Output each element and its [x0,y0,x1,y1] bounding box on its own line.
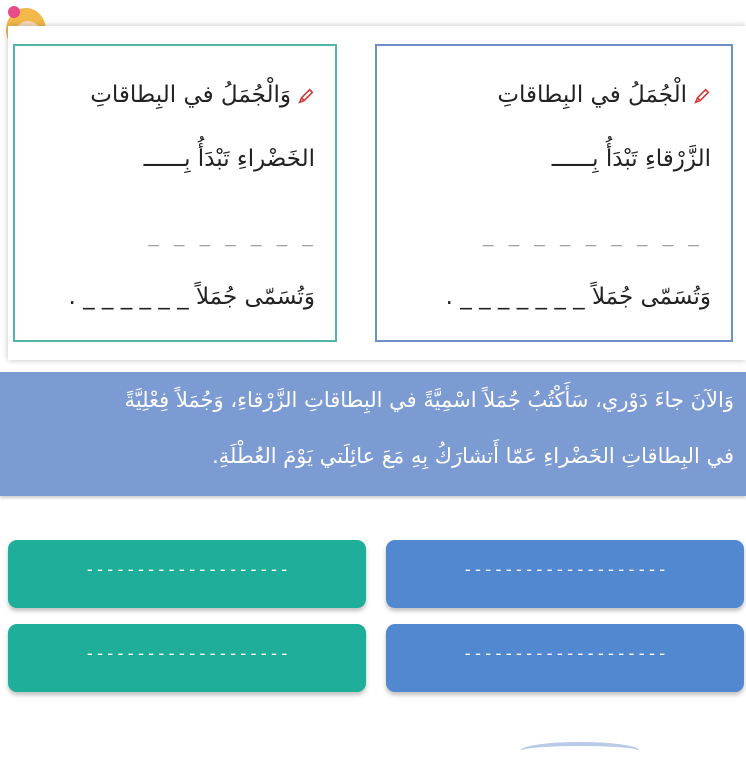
pencil-icon [297,87,315,105]
blue-card-line-1-text: الْجُمَلُ في البِطاقاتِ [497,82,687,108]
blue-card [375,44,733,342]
instruction-line-1: وَالآنَ جاءَ دَوْري، سَأَكْتُبُ جُمَلاً اسْمِيَّةً في البِطاقاتِ الزَّرْقاءِ، وَجُمَلاً فِعْلِيَّةً [124,388,734,412]
answer-dashes: -------------------- [462,560,668,580]
instruction-band [0,372,746,496]
blue-answer-box-1[interactable] [386,540,744,608]
green-card-line-4: وَتُسَمّى جُمَلاً _ _ _ _ _ _ . [68,284,315,310]
answer-dashes: -------------------- [462,644,668,664]
green-card-line-1 [31,82,315,108]
green-answer-box-2[interactable] [8,624,366,692]
green-card-blank-dashes[interactable]: _ _ _ _ _ _ _ [148,226,315,247]
green-card-line-1-text: وَالْجُمَلُ في البِطاقاتِ [90,82,291,108]
green-answer-box-1[interactable] [8,540,366,608]
decorative-arc [520,742,640,760]
answer-dashes: -------------------- [84,560,290,580]
green-card-line-2: الخَضْراءِ تَبْدَأُ بِــــــ [143,146,315,172]
blue-card-line-4: وَتُسَمّى جُمَلاً _ _ _ _ _ _ _ . [445,284,711,310]
instruction-line-2: في البِطاقاتِ الخَضْراءِ عَمّا أَتشارَكُ بِهِ مَعَ عائِلَتي يَوْمَ العُطْلَةِ. [212,444,734,468]
pencil-icon [693,87,711,105]
green-card [13,44,337,342]
blue-answer-box-2[interactable] [386,624,744,692]
blue-card-blank-dashes[interactable]: _ _ _ _ _ _ _ _ _ [482,226,701,247]
blue-card-line-2: الزَّرْقاءِ تَبْدَأُ بِــــــ [551,146,711,172]
answer-dashes: -------------------- [84,644,290,664]
blue-card-line-1 [393,82,711,108]
